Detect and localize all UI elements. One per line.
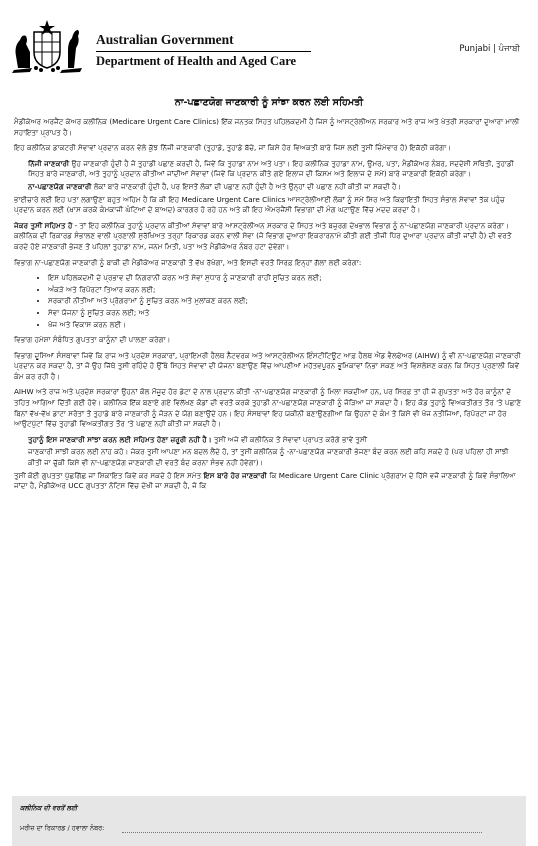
language-label: Punjabi | ਪੰਜਾਬੀ (459, 44, 520, 54)
header-divider (96, 51, 311, 52)
not-required-heading: ਤੁਹਾਨੂੰ ਇਸ ਜਾਣਕਾਰੀ ਸਾਂਝਾ ਕਰਨ ਲਈ ਸਹਿਮਤ ਹੋਣਾ ਜ਼ਰੂਰੀ ਨਹੀਂ ਹੈ। (28, 434, 212, 444)
list-item: • ਅੰਕੜੇ ਅਤੇ ਰਿਪੋਰਟਾਂ ਤਿਆਰ ਕਰਨ ਲਈ; (48, 285, 524, 296)
paragraph-more-info (14, 471, 524, 492)
not-required-text: ਤੁਸੀਂ ਅਜੇ ਵੀ ਕਲੀਨਿਕ ਤੋਂ ਸੇਵਾਵਾਂ ਪ੍ਰਾਪਤ ਕਰੋਗੇ ਭਾਵੇਂ ਤੁਸੀਂ (211, 434, 367, 444)
usage-list (14, 273, 524, 330)
paragraph-deidentified-info (14, 182, 524, 193)
deidentified-info-text: ਲੋਕਾਂ ਬਾਰੇ ਜਾਣਕਾਰੀ ਹੁੰਦੀ ਹੈ, ਪਰ ਇਸਤੋਂ ਲੋਕਾਂ ਦੀ ਪਛਾਣ ਨਹੀਂ ਹੁੰਦੀ ਹੈ ਅਤੇ ਉਨ੍ਹਾਂ ਦੀ ਪਛਾਣ ਨਹੀਂ ਕੀਤੀ ਜਾ ਸਕਦੀ ਹੈ। (91, 181, 402, 191)
record-number-field[interactable] (122, 832, 482, 833)
term-deidentified-info: ਨਾ-ਪਛਾਣਯੋਗ ਜਾਣਕਾਰੀ (28, 181, 92, 191)
clinic-use-box (12, 796, 526, 846)
list-item: • ਇਸ ਪਹਿਲਕਦਮੀ ਦੇ ਪ੍ਰਭਾਵ ਦੀ ਨਿਗਰਾਨੀ ਕਰਨ ਅਤੇ ਸੇਵਾ ਸੁਧਾਰ ਨੂੰ ਜਾਣਕਾਰੀ ਰਾਹੀਂ ਸੂਚਿਤ ਕਰਨ ਲਈ; (48, 273, 524, 284)
clinic-use-label: ਕਲੀਨਿਕ ਦੀ ਵਰਤੋਂ ਲਈ (20, 804, 78, 812)
page-header (10, 18, 530, 74)
personal-info-text: ਉਹ ਜਾਣਕਾਰੀ ਹੁੰਦੀ ਹੈ ਜੋ ਤੁਹਾਡੀ ਪਛਾਣ ਕਰਦੀ ਹੈ, ਜਿਵੇਂ ਕਿ ਤੁਹਾਡਾ ਨਾਮ ਅਤੇ ਪਤਾ। ਇਹ ਕਲੀਨਿਕ ਤੁਹਾਡਾ ਨਾਮ, ਉਮਰ, ਪਤਾ, ਮੈਡੀਕੇਅਰ ਨੰਬਰ, ਸਦਦੇਸ਼ੀ ਸਥਿਤੀ, ਤੁਹਾਡੀ ਸਿਹਤ ਬਾਰੇ ਜਾਣਕਾਰੀ, ਅਤੇ ਤੁਹਾਨੂੰ ਪ੍ਰਦਾਨ ਕੀਤੀਆਂ ਜਾਂਦੀਆਂ ਸੇਵਾਵਾਂ (ਜਿਵੇਂ ਕਿ ਪ੍ਰਦਾਨ ਕੀਤੇ ਗਏ ਇਲਾਜ ਦੀ ਕਿਸਮ ਅਤੇ ਇਲਾਜ ਦੇ ਸਮੇਂ) ਬਾਰੇ ਜਾਣਕਾਰੀ ਇਕੱਠੀ ਕਰੇਗਾ। (28, 158, 514, 179)
paragraph-privacy-laws: ਵਿਭਾਗ ਹਮੇਸ਼ਾ ਸੰਬੰਧਿਤ ਗੁਪਤਤਾ ਕਾਨੂੰਨਾਂ ਦੀ ਪਾਲਣਾ ਕਰੇਗਾ। (14, 335, 171, 345)
paragraph-not-required (14, 435, 524, 446)
document-title: ਨਾ-ਪਛਾਣਯੋਗ ਜਾਣਕਾਰੀ ਨੂੰ ਸਾਂਝਾ ਕਰਨ ਲਈ ਸਹਿਮਤੀ (174, 97, 364, 108)
if-agree-heading: ਜੇਕਰ ਤੁਸੀਂ ਸਹਿਮਤ ਹੋ (14, 220, 73, 230)
coat-of-arms-logo (10, 18, 84, 74)
paragraph-other-organisations: ਵਿਭਾਗ ਦੂਸਿਆਂ ਸੰਸਥਾਵਾਂ ਜਿਵੇਂ ਕਿ ਰਾਜ ਅਤੇ ਪ੍ਰਦੇਸ਼ ਸਰਕਾਰਾਂ, ਪ੍ਰਾਇਮਰੀ ਹੈਲਥ ਨੈੱਟਵਰਕ ਅਤੇ ਆਸਟ੍ਰੇਲੀਅਨ ਇੰਸਟੀਟਿਊਟ ਆਫ਼ ਹੈਲਥ ਐਂਡ ਵੈਲਫੇਅਰ (AIHW) ਨੂੰ ਵੀ ਨਾ-ਪਛਾਣਯੋਗ ਜਾਣਕਾਰੀ ਪ੍ਰਦਾਨ ਕਰ ਸਕਦਾ ਹੈ, ਤਾਂ ਜੋ ਉਹ ਜਿੱਥੇ ਤੁਸੀਂ ਰਹਿੰਦੇ ਹੋ ਉੱਥੇ ਸਿਹਤ ਸੇਵਾਵਾਂ ਦੀ ਯੋਜਨਾ ਬਣਾਉਣ ਵਿੱਚ ਆਪਣੀਆਂ ਮਹੱਤਵਪੂਰਨ ਭੂਮਿਕਾਵਾਂ ਨਿਭਾ ਸਕਣ ਅਤੇ ਵਿਸ਼ਲੇਸ਼ਣ ਕਰਨ ਕਿ ਸਿਹਤ ਪ੍ਰਣਾਲੀ ਕਿਵੇਂ ਕੰਮ ਕਰ ਰਹੀ ਹੈ। (14, 350, 521, 381)
government-title: Australian Government (96, 32, 234, 47)
paragraph-personal-info (14, 159, 524, 180)
paragraph-change-mind: ਜਾਣਕਾਰੀ ਸਾਂਝੀ ਕਰਨ ਲਈ ਨਾਂਹ ਕਹੋ। ਜੇਕਰ ਤੁਸੀਂ ਆਪਣਾ ਮਨ ਬਦਲ ਲੈਂਦੇ ਹੋ, ਤਾਂ ਤੁਸੀਂ ਕਲੀਨਿਕ ਨੂੰ -ਨਾ-ਪਛਾਣਯੋਗ ਜਾਣਕਾਰੀ ਭੇਜਣਾ ਬੰਦ ਕਰਨ ਲਈ ਕਹਿ ਸਕਦੇ ਹੋ (ਪਰ ਪਹਿਲਾਂ ਹੀ ਸਾਂਝੀ ਕੀਤੀ ਜਾ ਚੁੱਕੀ ਕਿਸੇ ਵੀ ਨਾ-ਪਛਾਣਯੋਗ ਜਾਣਕਾਰੀ ਦੀ ਵਰਤੋਂ ਬੰਦ ਕਰਨਾ ਸੰਭਵ ਨਹੀਂ ਹੋਵੇਗਾ)। (28, 447, 509, 468)
paragraph-department-use: ਵਿਭਾਗ ਨਾ-ਪਛਾਣਯੋਗ ਜਾਣਕਾਰੀ ਨੂੰ ਬਾਕੀ ਦੀ ਮੈਡੀਕੇਅਰ ਜਾਣਕਾਰੀ ਤੋਂ ਵੱਖ ਰੱਖੇਗਾ, ਅਤੇ ਇਸਦੀ ਵਰਤੋਂ ਸਿਰਫ਼ ਇਨ੍ਹਾਂ ਗੱਲਾਂ ਲਈ ਕਰੇਗਾ: (14, 257, 362, 267)
paragraph-data-linkage: AIHW ਅਤੇ ਰਾਜ ਅਤੇ ਪ੍ਰਦੇਸ਼ ਸਰਕਾਰਾਂ ਉਹਨਾਂ ਕੋਲ ਮੌਜੂਦ ਹੋਰ ਡੇਟਾ ਦੇ ਨਾਲ ਪ੍ਰਦਾਨ ਕੀਤੀ -ਨਾ-ਪਛਾਣਯੋਗ ਜਾਣਕਾਰੀ ਨੂੰ ਮਿਲਾ ਸਕਦੀਆਂ ਹਨ, ਪਰ ਸਿਰਫ਼ ਤਾਂ ਹੀ ਜੇ ਗੁਪਤਤਾ ਅਤੇ ਹੋਰ ਕਾਨੂੰਨਾਂ ਦੇ ਤਹਿਤ ਆਗਿਆ ਦਿੱਤੀ ਗਈ ਹੋਵੇ। ਕਲੀਨਿਕ ਇੱਕ ਬਣਾਏ ਗਏ ਵਿਲੱਖਣ ਕੋਡਾਂ ਦੀ ਵਰਤੋਂ ਕਰਕੇ ਤੁਹਾਡੀ ਨਾ-ਪਛਾਣਯੋਗ ਜਾਣਕਾਰੀ ਨੂੰ ਜੋੜਿਆ ਜਾ ਸਕਦਾ ਹੈ। ਇਹ ਕੋਡ ਤੁਹਾਨੂੰ ਵਿਅਕਤੀਗਤ ਤੌਰ 'ਤੇ ਪਛਾਣੇ ਬਿਨਾਂ ਵੱਖ-ਵੱਖ ਡਾਟਾ ਸਰੋਤਾਂ ਤੋਂ ਤੁਹਾਡੇ ਬਾਰੇ ਜਾਣਕਾਰੀ ਨੂੰ ਜੋੜਨ ਦੇ ਯੋਗ ਬਣਾਉਂਦੇ ਹਨ। ਇਹ ਸੰਸਥਾਵਾਂ ਇਹ ਯਕੀਨੀ ਬਣਾਉਣਗੀਆਂ ਕਿ ਉਹਨਾਂ ਦੇ ਕੰਮ ਤੋਂ ਕਿਸੇ ਵੀ ਖੋਜ ਨਤੀਜਿਆਂ, ਰਿਪੋਰਟਾਂ ਜਾਂ ਹੋਰ ਆਉਟਪੁੱਟਾਂ ਵਿੱਚ ਤੁਹਾਡੀ ਵਿਅਕਤੀਗਤ ਤੌਰ 'ਤੇ ਪਛਾਣ ਨਹੀਂ ਕੀਤੀ ਜਾ ਸਕਦੀ ਹੈ। (14, 387, 522, 429)
term-personal-info: ਨਿੱਜੀ ਜਾਣਕਾਰੀ (28, 158, 70, 168)
more-info-text-b: ਕਿ Medicare Urgent Care Clinic ਪ੍ਰੋਗਰਾਮ ਦੇ ਹਿੱਸੇ ਵਜੋਂ ਜਾਣਕਾਰੀ ਨੂੰ ਕਿਵੇਂ ਸੰਭਾਲਿਆ ਜਾਂਦਾ ਹੈ, ਮੈਡੀਕੇਅਰ UCC ਗੁਪਤਤਾ ਨੋਟਿਸ ਵਿੱਚ ਦੇਖੀ ਜਾ ਸਕਦੀ ਹੈ, ਜੋ ਕਿ (14, 470, 516, 491)
document-body (14, 117, 524, 497)
if-agree-text: - ਤਾਂ ਇਹ ਕਲੀਨਿਕ ਤੁਹਾਨੂੰ ਪ੍ਰਦਾਨ ਕੀਤੀਆਂ ਸੇਵਾਵਾਂ ਬਾਰੇ ਆਸਟ੍ਰੇਲੀਅਨ ਸਰਕਾਰ ਦੇ ਸਿਹਤ ਅਤੇ ਬਜ਼ੁਰਗ ਦੇਖਭਾਲ ਵਿਭਾਗ ਨੂੰ ਨਾ-ਪਛਾਣਯੋਗ ਜਾਣਕਾਰੀ ਪ੍ਰਦਾਨ ਕਰੇਗਾ। ਕਲੀਨਿਕ ਦੀ ਰਿਕਾਰਡ ਸੰਭਾਲਣ ਵਾਲੀ ਪ੍ਰਣਾਲੀ ਸੁਰੱਖਿਅਤ ਤਰ੍ਹਾਂ ਰਿਕਾਰਡ ਕਰਨ ਵਾਲੀ ਸੇਵਾ (ਜੋ ਵਿਭਾਗ ਦੁਆਰਾ ਇਕਰਾਰਨਾਮੇ ਕੀਤੀ ਗਈ ਤੀਜੀ ਧਿਰ ਦੁਆਰਾ ਪ੍ਰਦਾਨ ਕੀਤੀ ਜਾਂਦੀ ਹੈ) ਦੀ ਵਰਤੋਂ ਕਰਦੇ ਹੋਏ ਜਾਣਕਾਰੀ ਭੇਜਣ ਤੋਂ ਪਹਿਲਾਂ ਤੁਹਾਡਾ ਨਾਮ, ਜਨਮ ਮਿਤੀ, ਪਤਾ ਅਤੇ ਮੈਡੀਕੇਅਰ ਨੰਬਰ ਹਟਾ ਦੇਵੇਗਾ। (14, 220, 512, 251)
more-info-text-a: ਤੁਸੀਂ ਕੋਈ ਗੁਪਤਤਾ ਪੁੱਛਗਿੱਛ ਜਾਂ ਸ਼ਿਕਾਇਤ ਕਿਵੇਂ ਕਰ ਸਕਦੇ ਹੋ ਇਸ ਸਮੇਤ (14, 470, 204, 480)
paragraph-collection: ਇਹ ਕਲੀਨਿਕ ਡਾਕਟਰੀ ਸੇਵਾਵਾਂ ਪ੍ਰਦਾਨ ਕਰਨ ਵੇਲੇ ਕੁੱਝ ਨਿੱਜੀ ਜਾਣਕਾਰੀ (ਤੁਹਾਡੇ, ਤੁਹਾਡੇ ਬੱਚੇ, ਜਾਂ ਕਿਸੇ ਹੋਰ ਵਿਅਕਤੀ ਬਾਰੇ ਜਿਸ ਲਈ ਤੁਸੀਂ ਜ਼ਿੰਮੇਵਾਰ ਹੋ) ਇਕੱਠੀ ਕਰੇਗਾ। (14, 143, 452, 153)
list-item: • ਖੋਜ ਅਤੇ ਵਿਕਾਸ ਕਰਨ ਲਈ। (48, 320, 524, 331)
paragraph-intro: ਮੈਡੀਕੇਅਰ ਅਰਜੈਂਟ ਕੇਅਰ ਕਲੀਨਿਕ (Medicare Urgent Care Clinics) ਇੱਕ ਜਨਤਕ ਸਿਹਤ ਪਹਿਲਕਦਮੀ ਹੈ ਜਿਸ ਨੂੰ ਆਸਟ੍ਰੇਲੀਅਨ ਸਰਕਾਰ ਅਤੇ ਰਾਜ ਅਤੇ ਖੇਤਰੀ ਸਰਕਾਰਾਂ ਦੁਆਰਾ ਮਾਲੀ ਸਹਾਇਤਾ ਪ੍ਰਾਪਤ ਹੈ। (14, 117, 520, 137)
list-item: • ਸਰਕਾਰੀ ਨੀਤੀਆਂ ਅਤੇ ਪ੍ਰੋਗਰਾਮਾਂ ਨੂੰ ਸੂਚਿਤ ਕਰਨ ਅਤੇ ਮੁਲਾਂਕਣ ਕਰਨ ਲਈ; (48, 296, 524, 307)
department-title: Department of Health and Aged Care (96, 54, 297, 68)
more-info-heading: ਇਸ ਬਾਰੇ ਹੋਰ ਜਾਣਕਾਰੀ (203, 470, 267, 480)
paragraph-if-agree (14, 221, 524, 253)
record-number-label: ਮਰੀਜ਼ ਦਾ ਰਿਕਾਰਡ / ਹਵਾਲਾ ਨੰਬਰ: (20, 824, 105, 832)
list-item: • ਸੇਵਾ ਯੋਜਨਾ ਨੂੰ ਸੂਚਿਤ ਕਰਨ ਲਈ; ਅਤੇ (48, 308, 524, 319)
paragraph-purpose: ਭਾਈਚਾਰੇ ਲਈ ਇਹ ਪਤਾ ਲਗਾਉਣਾ ਬਹੁਤ ਅਹਿਮ ਹੈ ਕਿ ਕੀ ਇਹ Medicare Urgent Care Clinics ਆਸਟ੍ਰੇਲੀਆਈ ਲੋਕਾਂ ਨੂੰ ਸਮੇਂ ਸਿਰ ਅਤੇ ਕਿਫਾਇਤੀ ਸਿਹਤ ਸੰਭਾਲ ਸੇਵਾਵਾਂ ਤੱਕ ਪਹੁੰਚ ਪ੍ਰਦਾਨ ਕਰਨ ਲਈ (ਖ਼ਾਸ ਕਰਕੇ ਕੰਮਕਾਜੀ ਘੰਟਿਆਂ ਦੇ ਬਾਅਦ) ਕਾਰਗਰ ਹੋ ਰਹੇ ਹਨ ਅਤੇ ਕੀ ਇਹ ਐਮਰਜੈਂਸੀ ਵਿਭਾਗਾਂ ਦੀ ਮੰਗ ਘਟਾਉਣ ਵਿੱਚ ਮਦਦ ਕਰਦਾ ਹੈ। (14, 194, 505, 215)
